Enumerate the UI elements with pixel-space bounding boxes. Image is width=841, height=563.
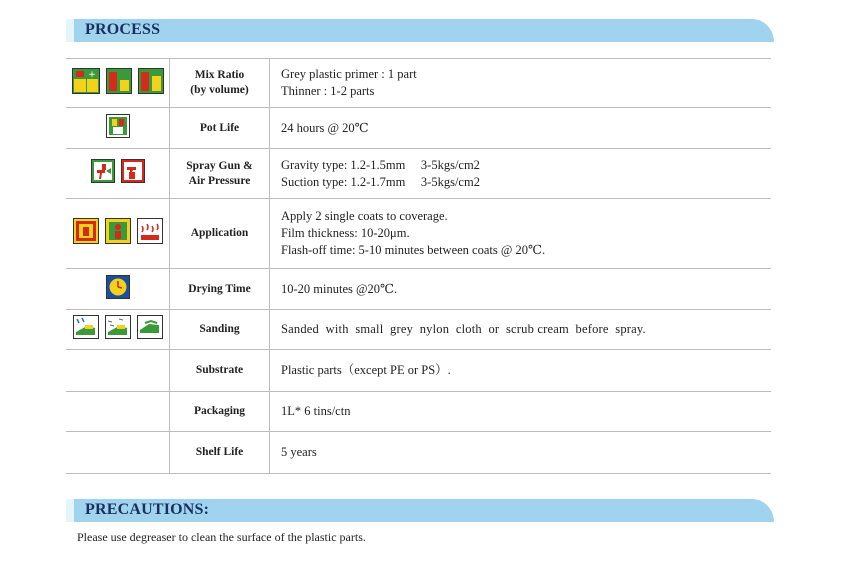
table-row [66, 392, 771, 432]
row-label-spray-gun: Spray Gun & Air Pressure [170, 149, 270, 199]
mix-ratio-line-2: Thinner : 1-2 parts [281, 84, 375, 98]
application-line-2: Film thickness: 10-20μm. [281, 226, 410, 240]
table-row [66, 199, 771, 269]
precautions-title: PRECAUTIONS: [85, 501, 210, 518]
gravity-spray-gun-icon [91, 159, 115, 183]
application-line-1: Apply 2 single coats to coverage. [281, 209, 448, 223]
spray-person-icon [105, 218, 131, 244]
row-label-sanding: Sanding [170, 310, 270, 350]
row-label-mix-ratio: Mix Ratio (by volume) [170, 59, 270, 108]
table-row [66, 310, 771, 350]
mix-ratio-line-1: Grey plastic primer : 1 part [281, 67, 417, 81]
process-banner [66, 19, 774, 42]
table-row [66, 59, 771, 108]
svg-text:+: + [87, 69, 96, 80]
row-label-pot-life: Pot Life [170, 108, 270, 149]
row-label-shelf-life: Shelf Life [170, 432, 270, 474]
application-line-3: Flash-off time: 5-10 minutes between coats @ 20℃. [281, 243, 546, 257]
mix-ratio-1-1-icon [106, 68, 132, 94]
table-row [66, 149, 771, 199]
packaging-value: 1L* 6 tins/ctn [281, 404, 351, 418]
process-table [66, 58, 771, 474]
table-row [66, 350, 771, 392]
dry-sanding-icon [105, 315, 131, 339]
mix-ratio-1-2-icon [138, 68, 164, 94]
table-row [66, 108, 771, 149]
flash-off-icon [137, 218, 163, 244]
hand-sanding-icon [137, 315, 163, 339]
clock-icon [106, 275, 130, 299]
pot-life-icon [106, 114, 130, 138]
table-row [66, 269, 771, 310]
gravity-type-line: Gravity type: 1.2-1.5mm 3-5kgs/cm2 [281, 157, 480, 172]
shelf-life-value: 5 years [281, 445, 317, 459]
suction-spray-gun-icon [121, 159, 145, 183]
drying-time-value: 10-20 minutes @20℃. [281, 281, 398, 296]
sanding-value: Sanded with small grey nylon cloth or scrub cream before spray. [281, 322, 646, 336]
process-title: PROCESS [85, 21, 161, 38]
row-label-substrate: Substrate [170, 350, 270, 392]
row-label-drying-time: Drying Time [170, 269, 270, 310]
suction-type-line: Suction type: 1.2-1.7mm 3-5kgs/cm2 [281, 174, 480, 189]
row-label-application: Application [170, 199, 270, 269]
precautions-banner [66, 499, 774, 522]
row-label-packaging: Packaging [170, 392, 270, 432]
mix-container-icon [72, 68, 100, 94]
wet-sanding-icon [73, 315, 99, 339]
pot-life-value: 24 hours @ 20℃ [281, 120, 369, 135]
table-row [66, 432, 771, 474]
substrate-value: Plastic parts（except PE or PS）. [281, 363, 451, 377]
precaution-text: Please use degreaser to clean the surface of the plastic parts. [77, 530, 366, 544]
spray-coat-icon [73, 218, 99, 244]
